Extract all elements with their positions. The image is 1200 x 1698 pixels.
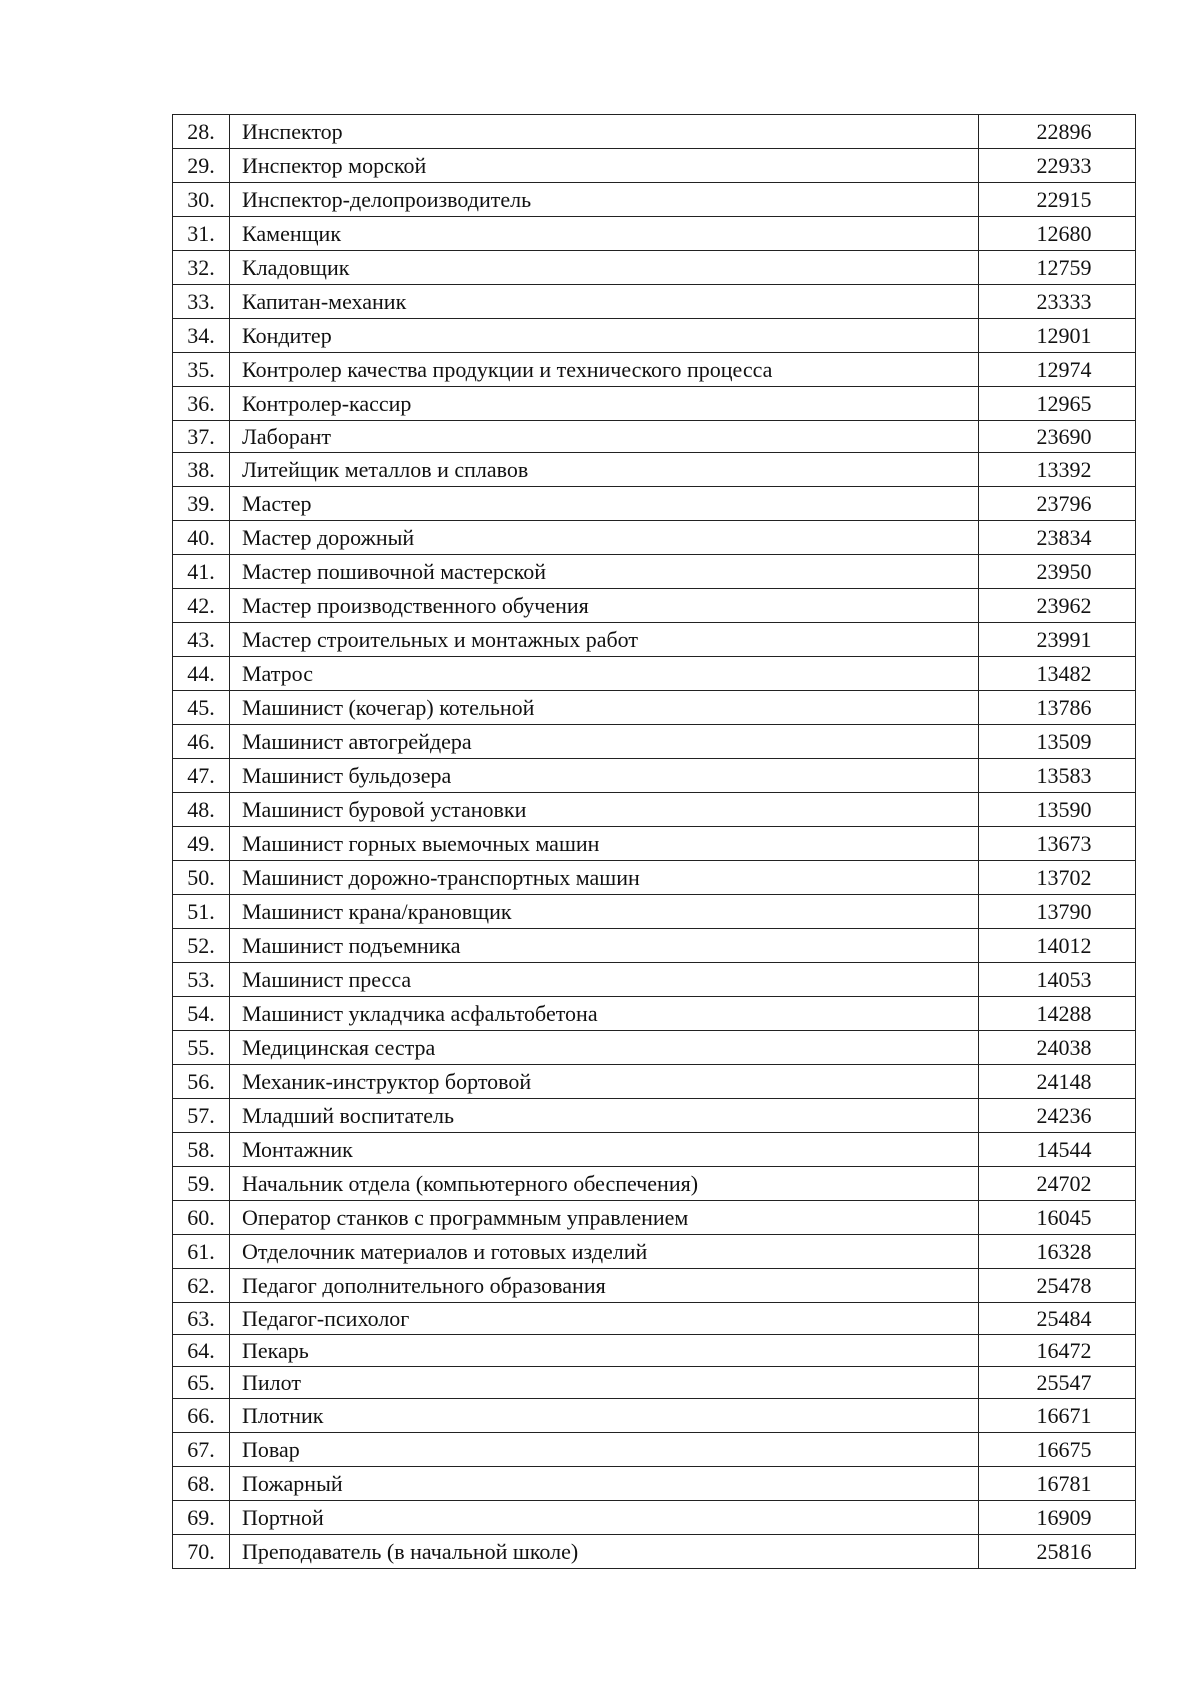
row-number-cell: 66. xyxy=(173,1399,230,1433)
row-number-cell: 39. xyxy=(173,487,230,521)
profession-code-cell: 23950 xyxy=(979,555,1136,589)
profession-code-cell: 16671 xyxy=(979,1399,1136,1433)
profession-code-cell: 13509 xyxy=(979,725,1136,759)
row-number-cell: 45. xyxy=(173,691,230,725)
table-row xyxy=(173,1433,1136,1467)
row-number-cell: 56. xyxy=(173,1065,230,1099)
profession-code-cell: 23796 xyxy=(979,487,1136,521)
profession-name-cell: Литейщик металлов и сплавов xyxy=(230,453,979,487)
table-row xyxy=(173,1399,1136,1433)
row-number-cell: 65. xyxy=(173,1367,230,1399)
profession-code-cell: 13392 xyxy=(979,453,1136,487)
table-row xyxy=(173,421,1136,453)
profession-name-cell: Оператор станков с программным управлением xyxy=(230,1201,979,1235)
table-row xyxy=(173,115,1136,149)
profession-name-cell: Пожарный xyxy=(230,1467,979,1501)
table-row xyxy=(173,759,1136,793)
profession-code-cell: 24038 xyxy=(979,1031,1136,1065)
table-row xyxy=(173,285,1136,319)
table-row xyxy=(173,691,1136,725)
profession-code-cell: 13590 xyxy=(979,793,1136,827)
table-row xyxy=(173,657,1136,691)
table-row xyxy=(173,827,1136,861)
table-row xyxy=(173,1099,1136,1133)
profession-name-cell: Преподаватель (в начальной школе) xyxy=(230,1535,979,1569)
profession-code-cell: 14544 xyxy=(979,1133,1136,1167)
profession-name-cell: Пилот xyxy=(230,1367,979,1399)
profession-name-cell: Инспектор-делопроизводитель xyxy=(230,183,979,217)
profession-code-cell: 12901 xyxy=(979,319,1136,353)
row-number-cell: 33. xyxy=(173,285,230,319)
table-row xyxy=(173,487,1136,521)
profession-code-cell: 14012 xyxy=(979,929,1136,963)
profession-code-cell: 13702 xyxy=(979,861,1136,895)
profession-name-cell: Кондитер xyxy=(230,319,979,353)
row-number-cell: 67. xyxy=(173,1433,230,1467)
profession-name-cell: Отделочник материалов и готовых изделий xyxy=(230,1235,979,1269)
profession-name-cell: Медицинская сестра xyxy=(230,1031,979,1065)
table-row xyxy=(173,1065,1136,1099)
table-row xyxy=(173,353,1136,387)
profession-code-cell: 25478 xyxy=(979,1269,1136,1303)
profession-name-cell: Начальник отдела (компьютерного обеспечения) xyxy=(230,1167,979,1201)
row-number-cell: 32. xyxy=(173,251,230,285)
row-number-cell: 43. xyxy=(173,623,230,657)
row-number-cell: 31. xyxy=(173,217,230,251)
profession-name-cell: Машинист подъемника xyxy=(230,929,979,963)
profession-name-cell: Монтажник xyxy=(230,1133,979,1167)
profession-code-cell: 14288 xyxy=(979,997,1136,1031)
table-row xyxy=(173,1501,1136,1535)
table-body xyxy=(173,115,1136,1569)
profession-code-cell: 16675 xyxy=(979,1433,1136,1467)
profession-name-cell: Портной xyxy=(230,1501,979,1535)
table-row xyxy=(173,1535,1136,1569)
profession-code-cell: 16781 xyxy=(979,1467,1136,1501)
profession-code-cell: 22915 xyxy=(979,183,1136,217)
profession-name-cell: Машинист (кочегар) котельной xyxy=(230,691,979,725)
profession-code-cell: 22896 xyxy=(979,115,1136,149)
table-row xyxy=(173,793,1136,827)
table-row xyxy=(173,149,1136,183)
row-number-cell: 69. xyxy=(173,1501,230,1535)
profession-code-cell: 16328 xyxy=(979,1235,1136,1269)
row-number-cell: 30. xyxy=(173,183,230,217)
table-row xyxy=(173,319,1136,353)
profession-code-cell: 23333 xyxy=(979,285,1136,319)
profession-name-cell: Мастер xyxy=(230,487,979,521)
profession-code-cell: 23991 xyxy=(979,623,1136,657)
table-row xyxy=(173,1235,1136,1269)
row-number-cell: 53. xyxy=(173,963,230,997)
profession-name-cell: Матрос xyxy=(230,657,979,691)
profession-code-cell: 23962 xyxy=(979,589,1136,623)
profession-name-cell: Мастер строительных и монтажных работ xyxy=(230,623,979,657)
profession-code-cell: 23834 xyxy=(979,521,1136,555)
profession-code-cell: 12680 xyxy=(979,217,1136,251)
row-number-cell: 48. xyxy=(173,793,230,827)
row-number-cell: 50. xyxy=(173,861,230,895)
profession-name-cell: Инспектор xyxy=(230,115,979,149)
profession-code-cell: 13673 xyxy=(979,827,1136,861)
table-row xyxy=(173,1303,1136,1335)
profession-code-cell: 22933 xyxy=(979,149,1136,183)
table-row xyxy=(173,1269,1136,1303)
table-row xyxy=(173,555,1136,589)
row-number-cell: 52. xyxy=(173,929,230,963)
row-number-cell: 37. xyxy=(173,421,230,453)
profession-name-cell: Плотник xyxy=(230,1399,979,1433)
profession-name-cell: Педагог-психолог xyxy=(230,1303,979,1335)
table-row xyxy=(173,861,1136,895)
profession-name-cell: Механик-инструктор бортовой xyxy=(230,1065,979,1099)
profession-name-cell: Пекарь xyxy=(230,1335,979,1367)
row-number-cell: 64. xyxy=(173,1335,230,1367)
table-row xyxy=(173,997,1136,1031)
table-row xyxy=(173,1133,1136,1167)
table-row xyxy=(173,725,1136,759)
profession-name-cell: Мастер пошивочной мастерской xyxy=(230,555,979,589)
profession-name-cell: Капитан-механик xyxy=(230,285,979,319)
row-number-cell: 40. xyxy=(173,521,230,555)
row-number-cell: 41. xyxy=(173,555,230,589)
table-row xyxy=(173,895,1136,929)
table-row xyxy=(173,1201,1136,1235)
profession-name-cell: Машинист дорожно-транспортных машин xyxy=(230,861,979,895)
table-row xyxy=(173,963,1136,997)
profession-code-cell: 24236 xyxy=(979,1099,1136,1133)
profession-code-cell: 12965 xyxy=(979,387,1136,421)
table-row xyxy=(173,217,1136,251)
row-number-cell: 29. xyxy=(173,149,230,183)
table-row xyxy=(173,387,1136,421)
row-number-cell: 58. xyxy=(173,1133,230,1167)
table-row xyxy=(173,1367,1136,1399)
row-number-cell: 54. xyxy=(173,997,230,1031)
row-number-cell: 60. xyxy=(173,1201,230,1235)
row-number-cell: 38. xyxy=(173,453,230,487)
profession-name-cell: Контролер-кассир xyxy=(230,387,979,421)
profession-code-cell: 12759 xyxy=(979,251,1136,285)
row-number-cell: 36. xyxy=(173,387,230,421)
table-row xyxy=(173,521,1136,555)
profession-code-cell: 23690 xyxy=(979,421,1136,453)
table-row xyxy=(173,1031,1136,1065)
professions-table xyxy=(172,114,1136,1569)
row-number-cell: 68. xyxy=(173,1467,230,1501)
profession-code-cell: 13583 xyxy=(979,759,1136,793)
profession-code-cell: 13482 xyxy=(979,657,1136,691)
profession-name-cell: Кладовщик xyxy=(230,251,979,285)
profession-code-cell: 16045 xyxy=(979,1201,1136,1235)
profession-code-cell: 25816 xyxy=(979,1535,1136,1569)
row-number-cell: 47. xyxy=(173,759,230,793)
profession-name-cell: Педагог дополнительного образования xyxy=(230,1269,979,1303)
profession-name-cell: Машинист горных выемочных машин xyxy=(230,827,979,861)
row-number-cell: 35. xyxy=(173,353,230,387)
row-number-cell: 51. xyxy=(173,895,230,929)
profession-name-cell: Мастер дорожный xyxy=(230,521,979,555)
profession-name-cell: Каменщик xyxy=(230,217,979,251)
profession-name-cell: Машинист укладчика асфальтобетона xyxy=(230,997,979,1031)
profession-code-cell: 14053 xyxy=(979,963,1136,997)
profession-name-cell: Лаборант xyxy=(230,421,979,453)
profession-name-cell: Машинист бульдозера xyxy=(230,759,979,793)
row-number-cell: 61. xyxy=(173,1235,230,1269)
table-row xyxy=(173,183,1136,217)
row-number-cell: 49. xyxy=(173,827,230,861)
row-number-cell: 63. xyxy=(173,1303,230,1335)
profession-name-cell: Контролер качества продукции и технического процесса xyxy=(230,353,979,387)
row-number-cell: 34. xyxy=(173,319,230,353)
row-number-cell: 44. xyxy=(173,657,230,691)
profession-name-cell: Машинист крана/крановщик xyxy=(230,895,979,929)
row-number-cell: 46. xyxy=(173,725,230,759)
row-number-cell: 70. xyxy=(173,1535,230,1569)
row-number-cell: 62. xyxy=(173,1269,230,1303)
profession-code-cell: 24702 xyxy=(979,1167,1136,1201)
profession-name-cell: Машинист буровой установки xyxy=(230,793,979,827)
profession-code-cell: 16472 xyxy=(979,1335,1136,1367)
profession-name-cell: Младший воспитатель xyxy=(230,1099,979,1133)
row-number-cell: 57. xyxy=(173,1099,230,1133)
table-row xyxy=(173,251,1136,285)
table-row xyxy=(173,453,1136,487)
table-row xyxy=(173,929,1136,963)
table-row xyxy=(173,1335,1136,1367)
profession-code-cell: 13786 xyxy=(979,691,1136,725)
profession-code-cell: 16909 xyxy=(979,1501,1136,1535)
table-row xyxy=(173,1467,1136,1501)
profession-code-cell: 25547 xyxy=(979,1367,1136,1399)
profession-name-cell: Машинист пресса xyxy=(230,963,979,997)
profession-code-cell: 12974 xyxy=(979,353,1136,387)
profession-name-cell: Мастер производственного обучения xyxy=(230,589,979,623)
profession-name-cell: Машинист автогрейдера xyxy=(230,725,979,759)
profession-name-cell: Повар xyxy=(230,1433,979,1467)
table-row xyxy=(173,589,1136,623)
row-number-cell: 28. xyxy=(173,115,230,149)
table-row xyxy=(173,1167,1136,1201)
row-number-cell: 59. xyxy=(173,1167,230,1201)
profession-name-cell: Инспектор морской xyxy=(230,149,979,183)
profession-code-cell: 24148 xyxy=(979,1065,1136,1099)
row-number-cell: 42. xyxy=(173,589,230,623)
profession-code-cell: 13790 xyxy=(979,895,1136,929)
row-number-cell: 55. xyxy=(173,1031,230,1065)
profession-code-cell: 25484 xyxy=(979,1303,1136,1335)
table-row xyxy=(173,623,1136,657)
